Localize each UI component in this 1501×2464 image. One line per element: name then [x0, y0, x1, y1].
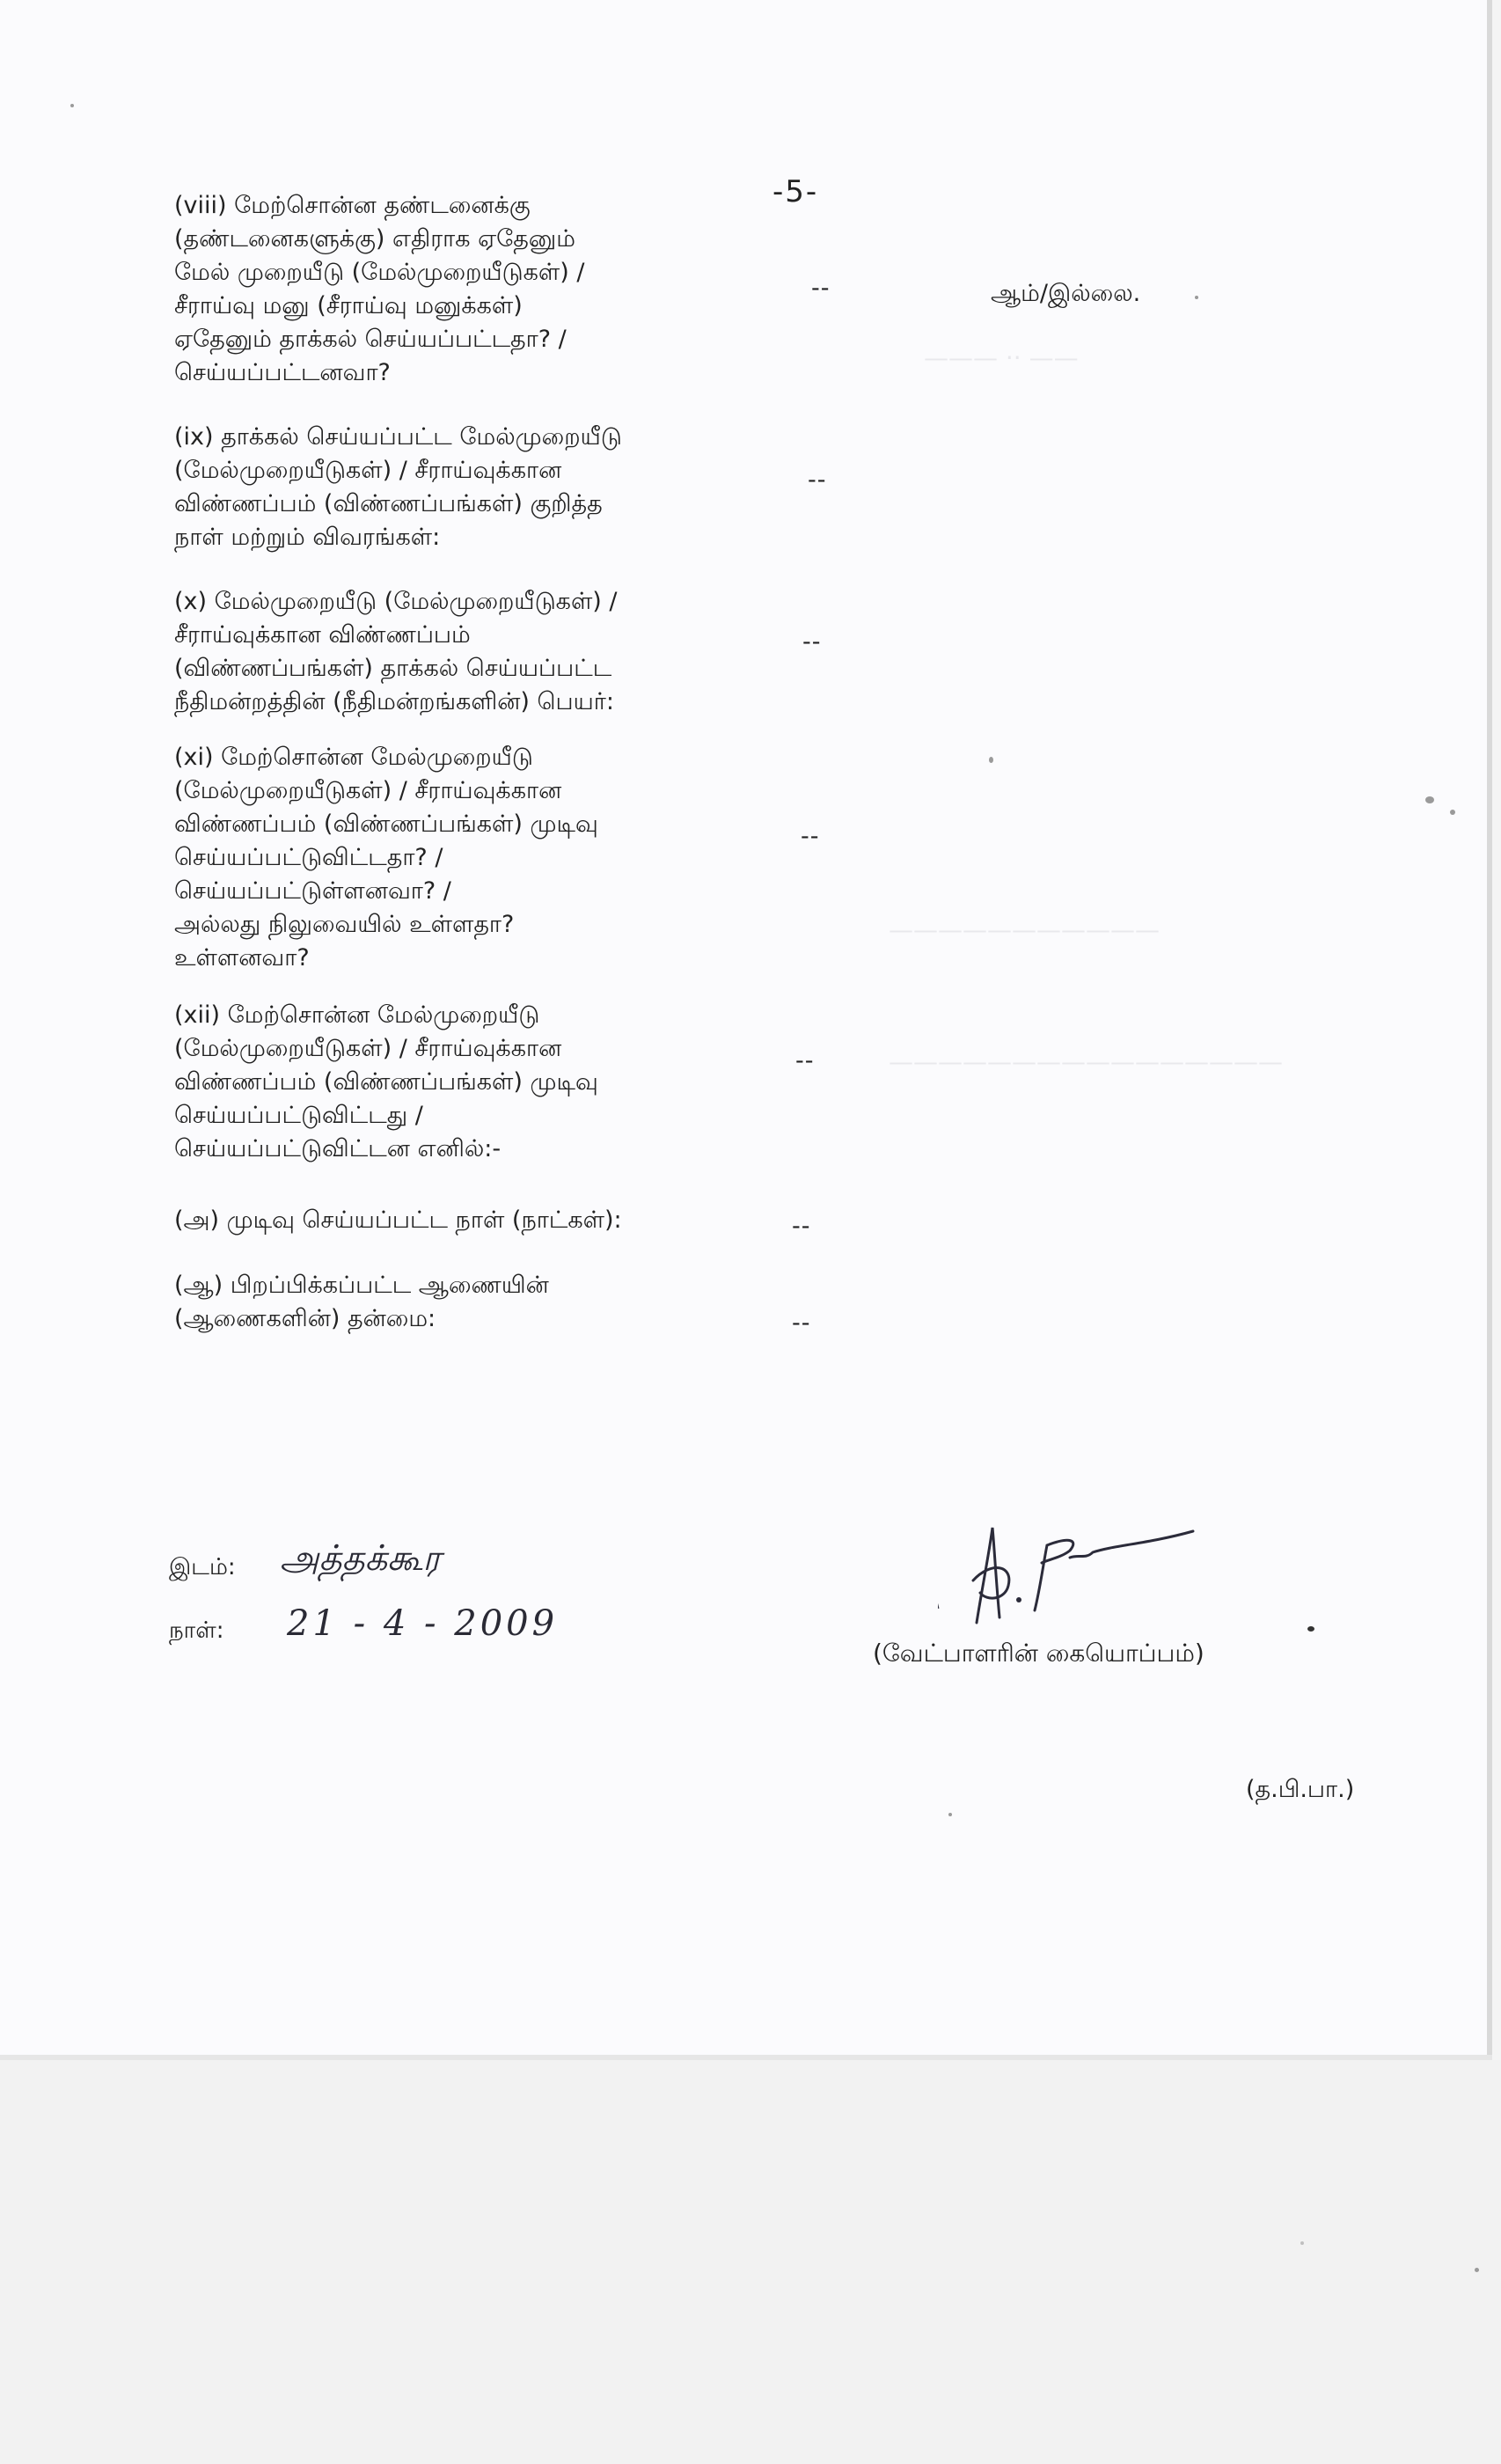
- page-number: -5-: [772, 174, 819, 209]
- scan-speck: [948, 1813, 952, 1816]
- question-line: (ஆ) பிறப்பிக்கப்பட்ட ஆணையின்: [174, 1272, 549, 1299]
- question-line: செய்யப்பட்டுவிட்டது /: [174, 1102, 423, 1129]
- answer-dash-xii: --: [795, 1047, 815, 1074]
- question-b: [174, 1269, 737, 1336]
- scan-speck: [1195, 296, 1198, 299]
- question-line: மேல் முறையீடு (மேல்முறையீடுகள்) /: [174, 259, 585, 286]
- question-line: நாள் மற்றும் விவரங்கள்:: [174, 524, 441, 551]
- question-line: (viii) மேற்சொன்ன தண்டனைக்கு: [174, 192, 531, 219]
- answer-dash-xi: --: [801, 823, 820, 850]
- scan-speck: [1307, 1626, 1314, 1632]
- place-value: அத்தக்கூர: [280, 1538, 441, 1579]
- bleed-through-mark: ——— ·· ——: [924, 343, 1079, 372]
- answer-dash-ix: --: [808, 466, 827, 494]
- question-viii: [174, 189, 737, 390]
- question-line: விண்ணப்பம் (விண்ணப்பங்கள்) முடிவு: [174, 1068, 598, 1096]
- question-line: (தண்டனைகளுக்கு) எதிராக ஏதேனும்: [174, 225, 575, 253]
- scan-speck: [989, 757, 993, 763]
- question-line: விண்ணப்பம் (விண்ணப்பங்கள்) குறித்த: [174, 490, 603, 517]
- question-xii: [174, 999, 737, 1166]
- question-line: சீராய்வுக்கான விண்ணப்பம்: [174, 621, 471, 649]
- answer-yes-no: ஆம்/இல்லை.: [991, 280, 1141, 307]
- question-line: (xi) மேற்சொன்ன மேல்முறையீடு: [174, 744, 533, 771]
- handwritten-signature: [938, 1519, 1202, 1642]
- answer-dash-a: --: [792, 1213, 811, 1240]
- date-label: நாள்:: [169, 1617, 224, 1644]
- question-line: (xii) மேற்சொன்ன மேல்முறையீடு: [174, 1001, 540, 1029]
- scanner-bed-margin: [0, 2060, 1501, 2464]
- question-xi: [174, 741, 737, 975]
- question-line: (விண்ணப்பங்கள்) தாக்கல் செய்யப்பட்ட: [174, 655, 612, 682]
- question-line: (மேல்முறையீடுகள்) / சீராய்வுக்கான: [174, 457, 562, 484]
- bleed-through-mark: ————————————————: [889, 1047, 1283, 1076]
- question-line: ஏதேனும் தாக்கல் செய்யப்பட்டதா? /: [174, 326, 567, 353]
- question-line: அல்லது நிலுவையில் உள்ளதா?: [174, 911, 515, 938]
- question-line: (அ) முடிவு செய்யப்பட்ட நாள் (நாட்கள்):: [174, 1206, 622, 1234]
- question-line: செய்யப்பட்டுவிட்டன எனில்:-: [174, 1135, 502, 1162]
- scan-speck: [1300, 2241, 1304, 2245]
- answer-dash-x: --: [802, 628, 822, 656]
- question-line: விண்ணப்பம் (விண்ணப்பங்கள்) முடிவு: [174, 810, 598, 838]
- scan-speck: [1450, 810, 1455, 815]
- scan-speck: [1475, 2268, 1479, 2272]
- question-line: உள்ளனவா?: [174, 944, 310, 972]
- question-line: நீதிமன்றத்தின் (நீதிமன்றங்களின்) பெயர்:: [174, 688, 614, 715]
- form-code: (த.பி.பா.): [1246, 1776, 1355, 1803]
- answer-dash-viii: --: [811, 275, 831, 302]
- question-line: செய்யப்பட்டனவா?: [174, 359, 391, 386]
- question-line: (மேல்முறையீடுகள்) / சீராய்வுக்கான: [174, 777, 562, 804]
- bleed-through-mark: ———————————: [889, 915, 1160, 944]
- question-line: செய்யப்பட்டுள்ளனவா? /: [174, 877, 451, 905]
- question-line: சீராய்வு மனு (சீராய்வு மனுக்கள்): [174, 292, 523, 319]
- question-line: (x) மேல்முறையீடு (மேல்முறையீடுகள்) /: [174, 588, 618, 615]
- question-line: செய்யப்பட்டுவிட்டதா? /: [174, 844, 443, 871]
- question-ix: [174, 421, 737, 554]
- question-x: [174, 585, 737, 719]
- signature-caption: (வேட்பாளரின் கையொப்பம்): [873, 1639, 1204, 1668]
- answer-dash-b: --: [792, 1309, 811, 1337]
- scan-speck: [1425, 796, 1434, 803]
- question-line: (ix) தாக்கல் செய்யப்பட்ட மேல்முறையீடு: [174, 423, 622, 451]
- question-line: (மேல்முறையீடுகள்) / சீராய்வுக்கான: [174, 1035, 562, 1062]
- question-a: [174, 1204, 737, 1237]
- scan-speck: [70, 104, 74, 107]
- date-value: 21 - 4 - 2009: [287, 1603, 559, 1644]
- question-line: (ஆணைகளின்) தன்மை:: [174, 1305, 436, 1332]
- place-label: இடம்:: [169, 1554, 236, 1580]
